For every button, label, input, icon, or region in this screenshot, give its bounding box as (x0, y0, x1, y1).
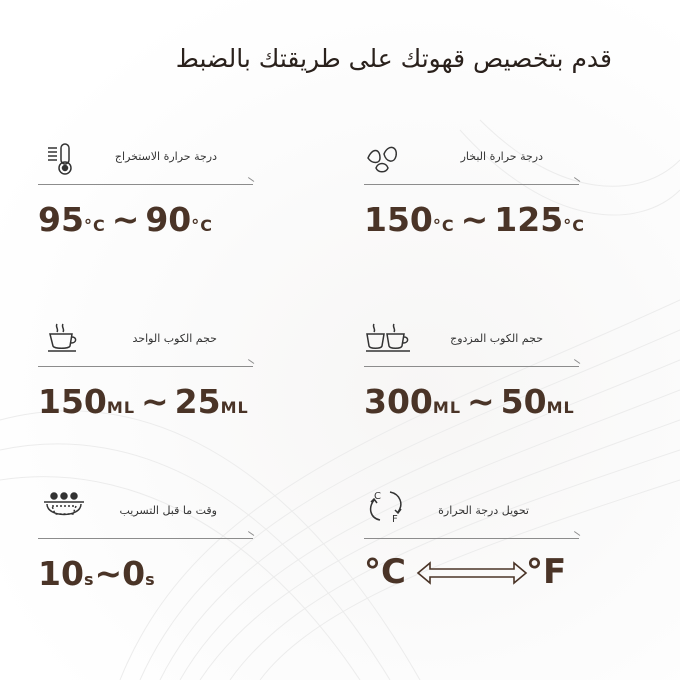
temperature-convert-label: تحويل درجة الحرارة (438, 504, 529, 517)
steam-temperature-label: درجة حرارة البخار (460, 150, 543, 163)
steam-temperature-block (364, 140, 585, 250)
fahrenheit-text: °F (526, 552, 567, 592)
temperature-convert-value (364, 552, 579, 592)
divider (38, 538, 253, 539)
preinfusion-block (38, 494, 253, 604)
icon-f-text: F (392, 514, 398, 525)
divider (364, 366, 579, 367)
icon-c-text: C (374, 491, 381, 502)
double-cup-block (364, 322, 579, 432)
temperature-convert-block (364, 491, 579, 604)
brew-temperature-label: درجة حرارة الاستخراج (114, 150, 217, 163)
double-cup-value: 300ML ~ 50ML (364, 382, 575, 421)
preinfusion-label: وقت ما قبل التسريب (119, 504, 217, 517)
divider (38, 184, 253, 185)
double-arrow-icon (416, 560, 528, 586)
temperature-convert-icon (366, 486, 406, 526)
preinfusion-icon (42, 490, 86, 526)
single-cup-value: 150ML ~ 25ML (38, 382, 249, 421)
celsius-text: °C (364, 552, 406, 592)
page-title: قدم بتخصيص قهوتك على طريقتك بالضبط (175, 44, 612, 73)
single-cup-block (38, 322, 253, 432)
divider (364, 538, 579, 539)
steam-icon (366, 140, 402, 176)
divider (38, 366, 253, 367)
single-cup-label: حجم الكوب الواحد (132, 332, 217, 345)
brew-temperature-block (38, 140, 253, 250)
double-cup-icon (364, 320, 412, 356)
divider (364, 184, 579, 185)
coffee-cup-icon (44, 320, 80, 356)
thermometer-icon (44, 140, 80, 176)
preinfusion-value: 10s~0s (38, 554, 156, 593)
double-cup-label: حجم الكوب المزدوج (450, 332, 543, 345)
steam-temperature-value: 150°C ~ 125°C (364, 200, 585, 239)
brew-temperature-value: 95°C ~ 90°C (38, 200, 214, 239)
